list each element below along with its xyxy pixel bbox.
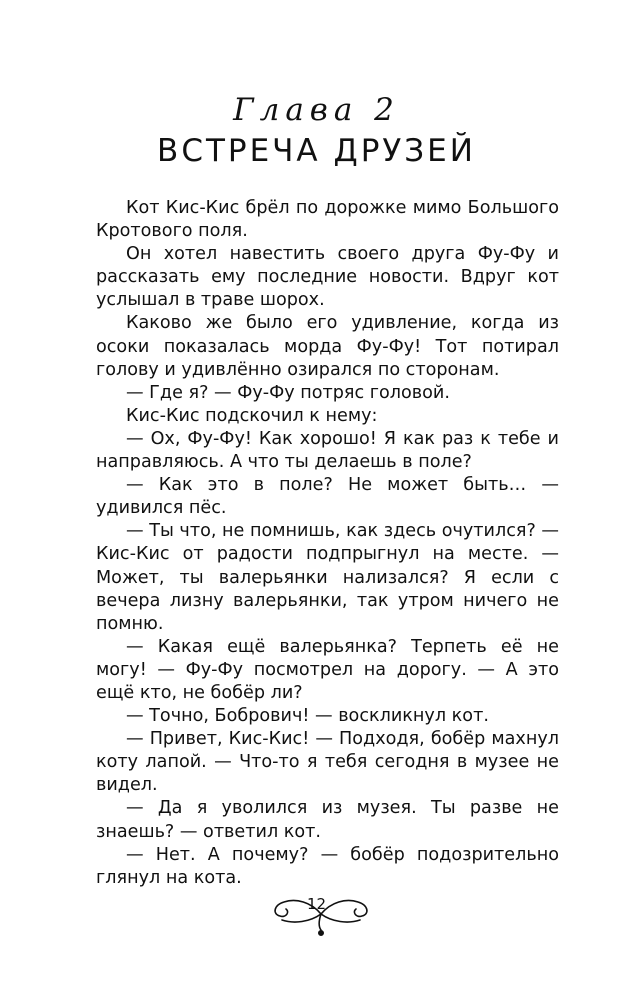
- paragraph: — Как это в поле? Не может быть… — удивился пёс.: [96, 475, 559, 519]
- paragraph: — Нет. А почему? — бобёр подозрительно глянул на кота.: [96, 844, 559, 888]
- paragraph: — Да я уволился из музея. Ты разве не знаешь? — ответил кот.: [96, 798, 559, 842]
- paragraph: — Точно, Бобрович! — воскликнул кот.: [126, 706, 489, 727]
- paragraph: — Какая ещё валерьянка? Терпеть её не могу! — Фу-Фу посмотрел на дорогу. — А это ещё кто, не бобёр ли?: [96, 636, 559, 703]
- paragraph: — Где я? — Фу-Фу потряс головой.: [126, 382, 450, 403]
- paragraph: Каково же было его удивление, когда из осоки показалась морда Фу-Фу! Тот потирал голову и удивлённо озирался по сторонам.: [96, 313, 559, 380]
- chapter-label: Глава 2: [233, 92, 400, 128]
- page-number: 12: [306, 895, 327, 913]
- paragraph: — Ты что, не помнишь, как здесь очутился? — Кис-Кис от радости подпрыгнул на месте. — Может, ты валерьянки нализался? Я если с вечера лизну валерьянки, так утром ничего не помню.: [96, 521, 559, 634]
- paragraph: — Ох, Фу-Фу! Как хорошо! Я как раз к тебе и направляюсь. А что ты делаешь в поле?: [96, 428, 559, 473]
- chapter-title: ВСТРЕЧА ДРУЗЕЙ: [157, 133, 476, 169]
- chapter-body: [96, 197, 559, 890]
- paragraph: Он хотел навестить своего друга Фу-Фу и рассказать ему последние новости. Вдруг кот услышал в траве шорох.: [96, 244, 559, 311]
- paragraph: Кис-Кис подскочил к нему:: [126, 405, 378, 426]
- paragraph: Кот Кис-Кис брёл по дорожке мимо Большого Кротового поля.: [96, 198, 559, 242]
- paragraph: — Привет, Кис-Кис! — Подходя, бобёр махнул коту лапой. — Что-то я тебя сегодня в музее не видел.: [96, 729, 559, 796]
